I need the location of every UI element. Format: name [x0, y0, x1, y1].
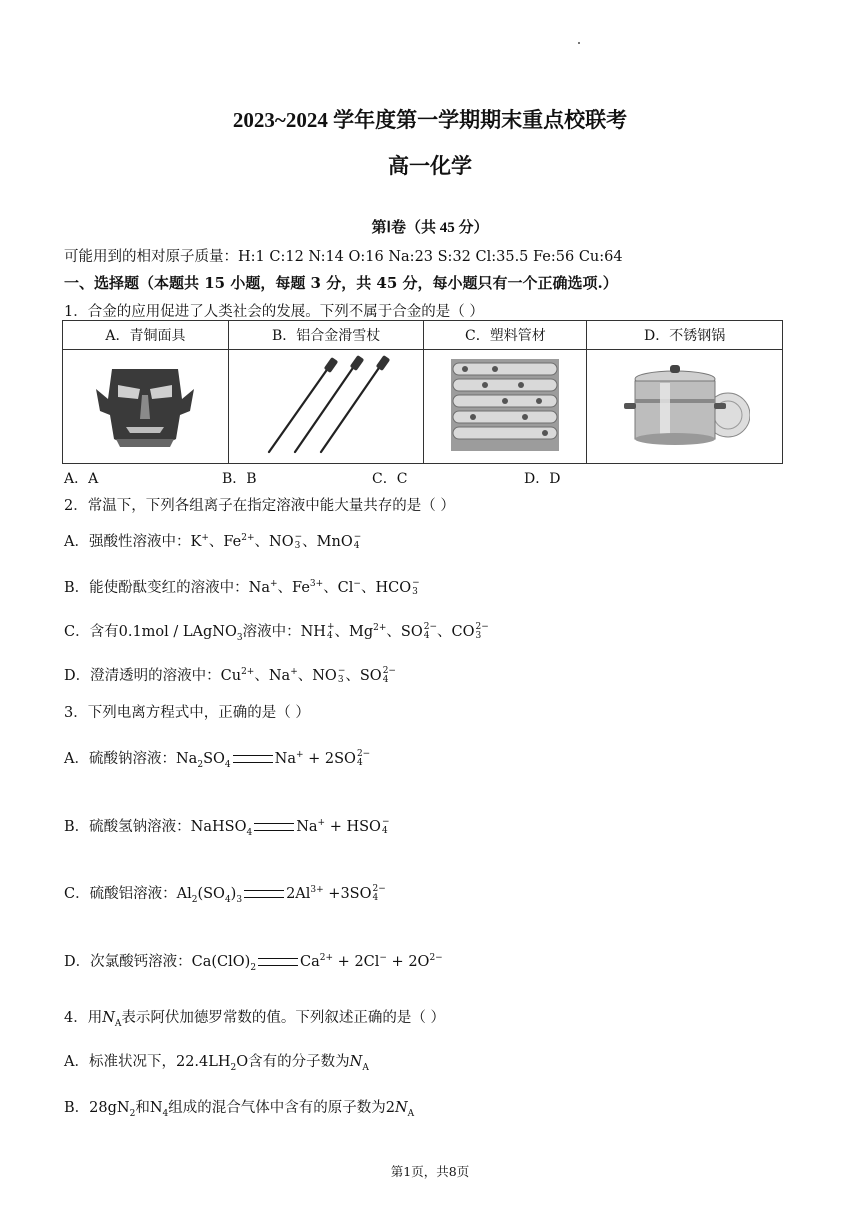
q2-option-d: D．澄清透明的溶液中：$Cu^{2+}$、Na+、NO − 3 、SO 2− 4 [64, 666, 396, 685]
q1-stem: 1．合金的应用促进了人类社会的发展。下列不属于合金的是（ ） [64, 304, 484, 320]
q1-cell-d-label: D．不锈钢锅 [587, 321, 783, 350]
q2-option-c: C．含有0.1mol / LAgNO$_3$溶液中：NH + 4 、$Mg^{2+}$、SO 2− 4 、CO 2− 3 [64, 622, 489, 643]
q1-choice-b: B．B [222, 471, 257, 487]
part-heading: 第Ⅰ卷（共 45 分） [371, 220, 489, 236]
q1-cell-b-label: B．铝合金滑雪杖 [228, 321, 424, 350]
q1-cell-a-label: A．青铜面具 [63, 321, 229, 350]
q1-options-table [62, 320, 783, 464]
q4-option-b: B．$28gN_2$和$N_4$组成的混合气体中含有的原子数为$2N_A$ [64, 1100, 415, 1119]
exam-subject: 高一化学 [388, 154, 472, 178]
q3-option-c: C．硫酸铝溶液：$Al_2(SO_4)_3$ $2Al^{3+} +3SO$ 2− 4 [64, 884, 386, 905]
stainless-pot-image [620, 359, 750, 451]
q1-choice-d: D．D [524, 471, 561, 487]
page-footer: 第1页，共8页 [390, 1164, 470, 1179]
q1-cell-c-label: C．塑料管材 [424, 321, 587, 350]
q2-stem: 2．常温下，下列各组离子在指定溶液中能大量共存的是（ ） [64, 498, 455, 514]
q2-option-a: A．强酸性溶液中：K+、$Fe^{2+}$、NO − 3 、MnO − 4 [64, 532, 362, 551]
section-heading: 一、选择题（本题共 15 小题，每题 3 分，共 45 分，每小题只有一个正确选项.） [64, 274, 618, 292]
q4-stem: 4．用$N_A$表示阿伏加德罗常数的值。下列叙述正确的是（ ） [64, 1010, 446, 1029]
bronze-mask-image [90, 359, 200, 451]
exam-title: 2023~2024 学年度第一学期期末重点校联考 [232, 108, 628, 132]
q2-option-b: B．能使酚酞变红的溶液中：Na+、$Fe^{3+}$、Cl−、HCO − 3 [64, 578, 420, 597]
q3-option-b: B．硫酸氢钠溶液：NaHSO$_4$ Na+ + HSO − 4 [64, 817, 390, 838]
q1-choice-c: C．C [372, 471, 408, 487]
q3-stem: 3．下列电离方程式中，正确的是（ ） [64, 705, 310, 721]
plastic-pipes-image [451, 359, 559, 451]
q3-option-d: D．次氯酸钙溶液：$Ca(ClO)_2$ $Ca^{2+} + 2Cl^- + 2O^{2-}$ [64, 953, 443, 973]
q3-option-a: A．硫酸钠溶液：$Na_2SO_4$ Na+ + 2SO 2− 4 [64, 749, 371, 770]
q1-choice-a: A．A [64, 471, 99, 487]
ski-poles-image [261, 352, 391, 457]
atomic-masses: 可能用到的相对原子质量：H:1 C:12 N:14 O:16 Na:23 S:32 Cl:35.5 Fe:56 Cu:64 [64, 249, 623, 265]
q4-option-a: A．标准状况下，$22.4LH_2O$含有的分子数为$N_A$ [64, 1054, 369, 1073]
scan-dot [578, 42, 580, 44]
